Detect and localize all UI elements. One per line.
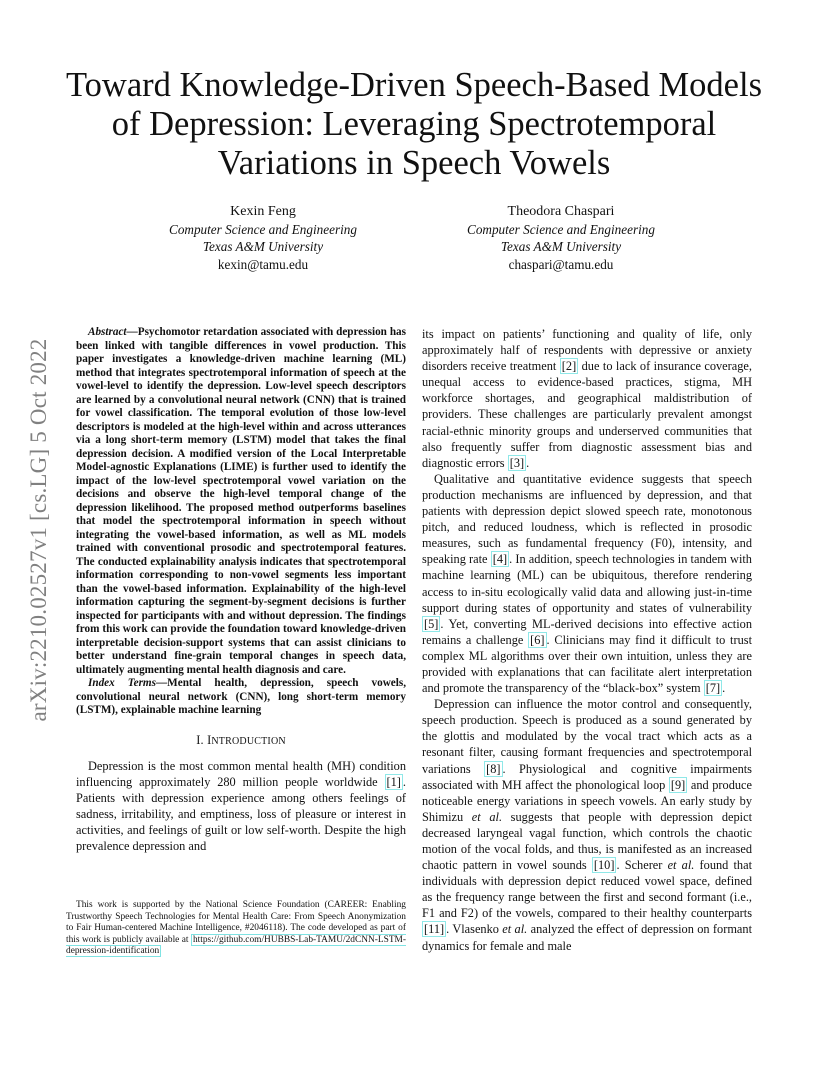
author-email[interactable]: chaspari@tamu.edu <box>508 256 614 272</box>
author-email[interactable]: kexin@tamu.edu <box>217 256 309 272</box>
author-department: Computer Science and Engineering <box>467 221 655 237</box>
body-paragraph: Qualitative and quantitative evidence suggests that speech production mechanisms are influenced by depression, and that patients with depression depict slowed speech rate, monotonous pitch, and reduced loudness, which is reflected in prosodic measures, such as fundamental frequency (F0), intensity, and speaking rate [4] . In addition, speech technologies in tandem with machine learning (ML) can be ubiquitous, therefore rendering access to in-situ ecologically valid data and allowing just-in-time support during states of opportunity and states of vulnerability [5] . Yet, converting ML-derived decisions into effective action remains a challenge [6] . Clinicians may find it difficult to trust complex ML algorithms over their own intuition, unless they are provided with explanations that can facilitate alert interpretation and promote the transparency of the “black-box” system [7] . <box>422 471 752 696</box>
author-name: Kexin Feng <box>230 204 296 219</box>
index-terms <box>76 677 406 718</box>
citation-link[interactable]: [9] <box>670 777 686 792</box>
section-heading-introduction: I. INTRODUCTION <box>196 732 286 747</box>
citation-link[interactable]: [8] <box>486 761 501 776</box>
arxiv-identifier: arXiv:2210.02527v1 [cs.LG] 5 Oct 2022 <box>26 338 51 722</box>
citation-link[interactable]: [11] <box>424 922 445 937</box>
author-department: Computer Science and Engineering <box>169 221 357 237</box>
abstract-text: —Psychomotor retardation associated with depression has been linked with tangible differences in vowel production. This paper investigates a knowledge-driven machine learning (ML) method that integrates spectrotemporal information of speech at the vowel-level to identify the depression. Low-level speech descriptors are learned by a convolutional neural network (CNN) that is trained for vowel classification. The temporal evolution of those low-level descriptors is modeled at the high-level within and across utterances via a long short-term memory (LSTM) model that takes the final depression decision. A modified version of the Local Interpretable Model-agnostic Explanations (LIME) is further used to identify the impact of the low-level spectrotemporal vowel variation on the decisions and observe the high-level temporal change of the depression likelihood. The proposed method outperforms baselines that model the spectrotemporal information in speech without integrating the vowel-based information, as well as ML models trained with conventional prosodic and spectrotemporal features. The conducted explainability analysis indicates that spectrotemporal information corresponding to non-vowel segments less important than the vowel-based information. Explainability of the high-level information capturing the segment-by-segment decisions is further inspected for participants with and without depression. The findings from this work can provide the foundation toward knowledge-driven interpretable decision-support systems that can assist clinicians to better understand fine-grain temporal changes in speech data, ultimately augmenting mental health diagnosis and care. <box>76 326 406 676</box>
arxiv-sidebar <box>22 295 56 765</box>
intro-paragraph: Depression is the most common mental health (MH) condition influencing approximately 280 million people worldwide [1] . Patients with depression experience among others feelings of sadness, irritability, and emptiness, loss of pleasure or interest in activities, and feelings of guilt or low self-worth. Despite the high prevalence depression and <box>76 758 406 854</box>
author-university: Texas A&M University <box>202 239 324 254</box>
author-university: Texas A&M University <box>500 239 622 254</box>
abstract-label: Abstract <box>88 326 127 338</box>
footnote-text: This work is supported by the National Science Foundation (CAREER: Enabling Trustworthy Speech Technologies for Mental Health Care: From Speech Anonymization to Fair Human-centered Machine Intelligence, #2046118). The code developed as part of this work is publicly available at <box>66 900 406 945</box>
citation-link[interactable]: [3] <box>509 455 525 470</box>
citation-link[interactable]: [10] <box>593 858 615 873</box>
footnote <box>66 900 406 958</box>
left-column <box>76 326 406 854</box>
abstract <box>76 326 406 677</box>
author-block-2 <box>411 203 711 273</box>
index-terms-label: Index Terms <box>88 677 156 689</box>
citation-link[interactable]: [5] <box>424 616 439 631</box>
body-paragraph: its impact on patients’ functioning and quality of life, only approximately half of respondents with depressive or anxiety disorders receive treatment [2] due to lack of insurance coverage, unequal access to evidence-based practices, stigma, MH workforce shortages, and geographical maldistribution of providers. These challenges are particularly prevalent amongst racial-ethnic minority groups and underserved communities that also frequently suffer from diagnostic assessment bias and diagnostic errors [3] . <box>422 327 752 470</box>
citation-link[interactable]: [1] <box>386 774 401 789</box>
author-name: Theodora Chaspari <box>507 204 615 219</box>
code-repository-link[interactable]: https://github.com/HUBBS-Lab-TAMU/2dCNN-LSTM-depression-identification <box>66 934 406 957</box>
citation-link[interactable]: [6] <box>530 632 545 647</box>
citation-link[interactable]: [4] <box>492 552 508 567</box>
body-paragraph: Depression can influence the motor control and consequently, speech production. Speech is produced as a sound generated by the glottis and modulated by the vocal tract which acts as a resonant filter, causing formant frequencies and spectrotemporal variations [8] . Physiological and cognitive impairments associated with MH affect the phonological loop [9] and produce noticeable energy variations in speech vowels. An early study by Shimizu et al. suggests that people with depression depict decreased laryngeal vagal function, which controls the chaotic motion of the vocal folds, and thus, is manifested as an increased chaotic pattern in vowel sounds [10] . Scherer et al. found that individuals with depression depict reduced vowel space, defined as the frequency range between the first and second formant (i.e., F1 and F2) of the vowels, compared to their healthy counterparts [11] . Vlasenko et al. analyzed the effect of depression on formant dynamics for female and male <box>422 697 753 953</box>
index-terms-text: —Mental health, depression, speech vowels, convolutional neural network (CNN), long short-term memory (LSTM), explainable machine learning <box>76 677 406 716</box>
citation-link[interactable]: [7] <box>705 681 721 696</box>
author-block-1 <box>113 203 413 273</box>
right-column <box>422 326 752 954</box>
paper-title: Toward Knowledge-Driven Speech-Based Models of Depression: Leveraging Spectrotemporal Variations in Speech Vowels <box>65 66 762 182</box>
citation-link[interactable]: [2] <box>561 359 577 374</box>
